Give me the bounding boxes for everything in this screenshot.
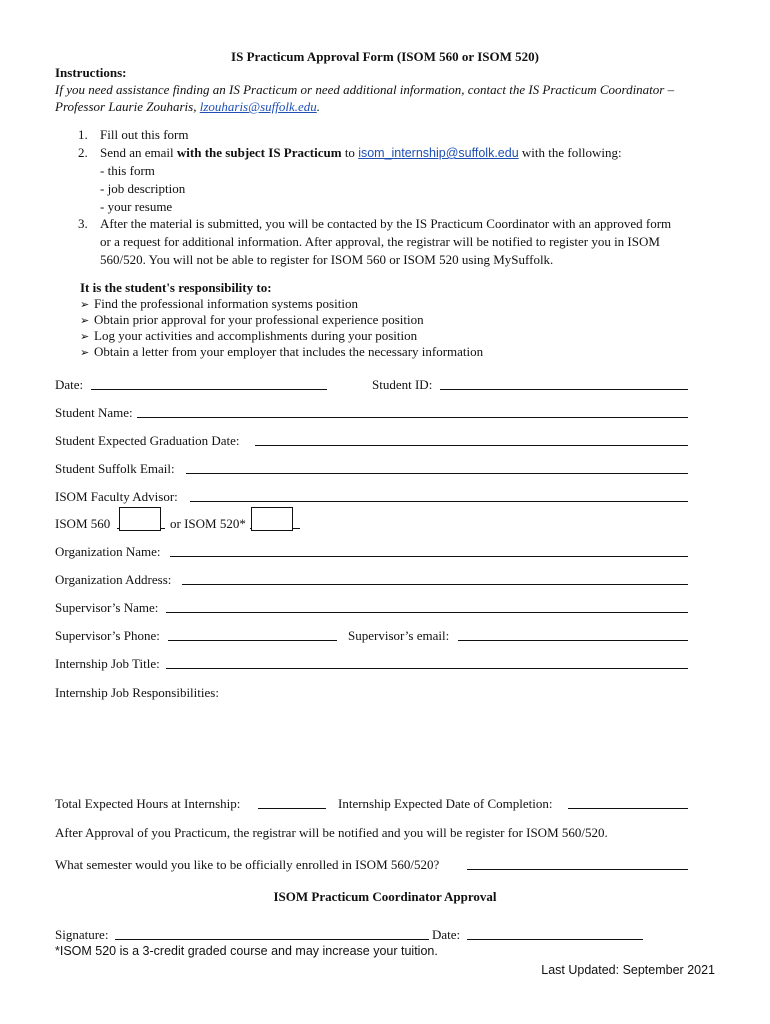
isom520-checkbox[interactable] (251, 507, 293, 531)
step-2-sub-2: - job description (100, 181, 186, 196)
student-name-field[interactable] (137, 417, 688, 418)
job-responsibilities-label: Internship Job Responsibilities: (55, 685, 219, 700)
internship-email-link[interactable]: isom_internship@suffolk.edu (358, 146, 519, 160)
hours-field[interactable] (258, 808, 326, 809)
hours-label: Total Expected Hours at Internship: (55, 796, 241, 811)
job-title-label: Internship Job Title: (55, 656, 160, 671)
step-1-number: 1. (78, 127, 88, 142)
supervisor-name-label: Supervisor’s Name: (55, 600, 159, 615)
footnote: *ISOM 520 is a 3-credit graded course and may increase your tuition. (55, 944, 438, 958)
job-title-field[interactable] (166, 668, 688, 669)
coordinator-email-link[interactable]: lzouharis@suffolk.edu (199, 99, 317, 114)
responsibility-item-text: Obtain a letter from your employer that includes the necessary information (94, 344, 484, 359)
org-name-field[interactable] (170, 556, 688, 557)
after-approval-text: After Approval of you Practicum, the registrar will be notified and you will be register for ISOM 560/520. (55, 825, 608, 840)
step-1-text: Fill out this form (100, 127, 189, 142)
arrow-bullet-icon: ➢ (80, 299, 90, 311)
completion-field[interactable] (568, 808, 688, 809)
supervisor-email-field[interactable] (458, 640, 688, 641)
responsibility-heading: It is the student's responsibility to: (80, 280, 272, 295)
arrow-bullet-icon: ➢ (80, 315, 90, 327)
job-responsibilities-area[interactable] (55, 703, 688, 788)
responsibility-item-text: Find the professional information systems position (94, 296, 358, 311)
signature-date-field[interactable] (467, 939, 643, 940)
date-label: Date: (55, 377, 84, 392)
step-3-line-3: 560/520. You will not be able to register for ISOM 560 or ISOM 520 using MySuffolk. (100, 252, 554, 267)
email-label: Student Suffolk Email: (55, 461, 175, 476)
completion-label: Internship Expected Date of Completion: (338, 796, 553, 811)
student-id-field[interactable] (440, 389, 688, 390)
arrow-bullet-icon: ➢ (80, 331, 90, 343)
step-2-text (100, 145, 622, 161)
step-3-line-1: After the material is submitted, you will be contacted by the IS Practicum Coordinator with an approved form (100, 216, 672, 231)
date-field[interactable] (91, 389, 327, 390)
arrow-bullet-icon: ➢ (80, 347, 90, 359)
step-2-post: with the following: (518, 145, 622, 160)
step-2-pre: Send an email (100, 145, 177, 160)
step-2-subject: with the subject IS Practicum (176, 145, 342, 160)
responsibility-item-text: Obtain prior approval for your professional experience position (94, 312, 424, 327)
step-3-number: 3. (78, 216, 88, 231)
coordinator-heading: ISOM Practicum Coordinator Approval (273, 889, 497, 904)
supervisor-name-field[interactable] (166, 612, 688, 613)
semester-field[interactable] (467, 869, 688, 870)
supervisor-phone-field[interactable] (168, 640, 337, 641)
grad-date-field[interactable] (255, 445, 688, 446)
signature-date-label: Date: (432, 927, 461, 942)
last-updated: Last Updated: September 2021 (541, 963, 715, 977)
instructions-line-2-period: . (316, 99, 321, 114)
student-name-label: Student Name: (55, 405, 133, 420)
email-field[interactable] (186, 473, 688, 474)
step-3-line-2: or a request for additional information. After approval, the registrar will be notified to register you in ISOM (100, 234, 660, 249)
isom560-checkbox[interactable] (119, 507, 161, 531)
responsibility-item-text: Log your activities and accomplishments during your position (94, 328, 418, 343)
instructions-line-2-text: Professor Laurie Zouharis, (55, 99, 200, 114)
signature-field[interactable] (115, 939, 429, 940)
isom520-label: or ISOM 520* (170, 516, 246, 531)
advisor-field[interactable] (190, 501, 688, 502)
responsibility-item (80, 312, 424, 329)
grad-date-label: Student Expected Graduation Date: (55, 433, 240, 448)
supervisor-phone-label: Supervisor’s Phone: (55, 628, 160, 643)
instructions-line-1: If you need assistance finding an IS Practicum or need additional information, contact the IS Practicum Coordinator – (55, 82, 675, 97)
responsibility-item (80, 296, 358, 313)
responsibility-item (80, 344, 483, 361)
step-2-sub-3: - your resume (100, 199, 173, 214)
supervisor-email-label: Supervisor’s email: (348, 628, 450, 643)
advisor-label: ISOM Faculty Advisor: (55, 489, 178, 504)
org-address-label: Organization Address: (55, 572, 172, 587)
instructions-heading: Instructions: (55, 65, 127, 80)
isom560-label: ISOM 560 (55, 516, 111, 531)
org-address-field[interactable] (182, 584, 688, 585)
step-2-number: 2. (78, 145, 88, 160)
semester-label: What semester would you like to be officially enrolled in ISOM 560/520? (55, 857, 440, 872)
student-id-label: Student ID: (372, 377, 433, 392)
responsibility-item (80, 328, 417, 345)
org-name-label: Organization Name: (55, 544, 161, 559)
step-2-sub-1: - this form (100, 163, 155, 178)
form-title: IS Practicum Approval Form (ISOM 560 or ISOM 520) (231, 49, 539, 64)
step-2-to: to (341, 145, 359, 160)
instructions-line-2 (55, 99, 320, 115)
signature-label: Signature: (55, 927, 109, 942)
